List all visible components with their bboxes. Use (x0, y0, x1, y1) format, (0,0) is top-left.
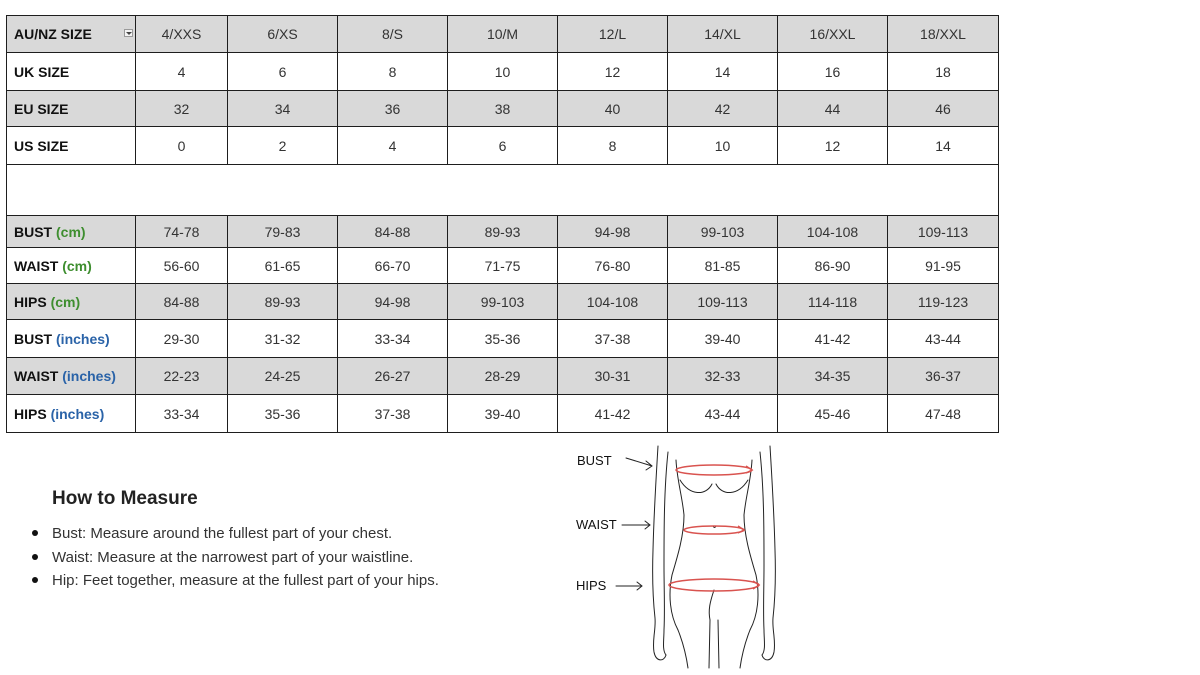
table-cell: 84-88 (136, 284, 228, 320)
table-cell: 12 (778, 127, 888, 165)
table-cell: 32 (136, 91, 228, 127)
table-cell: 45-46 (778, 395, 888, 433)
measure-label: WAIST (14, 368, 59, 384)
size-header-cell: 12/L (558, 16, 668, 53)
table-cell: 41-42 (558, 395, 668, 433)
table-cell: 84-88 (338, 216, 448, 248)
unit-label: (inches) (56, 330, 110, 347)
table-cell: 14 (888, 127, 999, 165)
filter-dropdown-icon[interactable] (124, 29, 133, 37)
table-cell: 94-98 (338, 284, 448, 320)
table-cell: 36-37 (888, 358, 999, 395)
size-header-cell: 6/XS (228, 16, 338, 53)
hips-arrow-icon (616, 582, 642, 590)
waist-cm-row (7, 248, 999, 284)
measure-label: HIPS (14, 293, 47, 310)
waist-arrow-icon (622, 521, 650, 529)
table-cell: 4 (338, 127, 448, 165)
table-cell: 14 (668, 53, 778, 91)
table-cell: 104-108 (558, 284, 668, 320)
table-cell: 89-93 (228, 284, 338, 320)
table-cell: 35-36 (228, 395, 338, 433)
table-cell: 26-27 (338, 358, 448, 395)
table-cell: 104-108 (778, 216, 888, 248)
table-cell: 66-70 (338, 248, 448, 284)
table-cell: 109-113 (888, 216, 999, 248)
table-cell: 33-34 (136, 395, 228, 433)
table-cell: 89-93 (448, 216, 558, 248)
row-label (7, 216, 136, 248)
table-cell: 94-98 (558, 216, 668, 248)
row-label (7, 358, 136, 395)
table-cell: 43-44 (668, 395, 778, 433)
table-cell: 2 (228, 127, 338, 165)
bust-label: BUST (577, 453, 612, 468)
table-cell: 86-90 (778, 248, 888, 284)
unit-label: (cm) (56, 223, 86, 240)
table-cell: 29-30 (136, 320, 228, 358)
bust-inches-row (7, 320, 999, 358)
row-label: UK SIZE (7, 53, 136, 91)
table-cell: 43-44 (888, 320, 999, 358)
table-cell: 36 (338, 91, 448, 127)
measure-label: WAIST (14, 257, 59, 274)
table-cell: 32-33 (668, 358, 778, 395)
size-header-cell: 8/S (338, 16, 448, 53)
table-cell: 41-42 (778, 320, 888, 358)
table-cell: 34 (228, 91, 338, 127)
table-cell: 39-40 (448, 395, 558, 433)
table-cell: 37-38 (338, 395, 448, 433)
au-nz-size-header[interactable] (7, 16, 136, 53)
unit-label: (inches) (50, 405, 105, 422)
waist-inches-row (7, 358, 999, 395)
row-label (7, 248, 136, 284)
table-cell: 37-38 (558, 320, 668, 358)
unit-label: (cm) (62, 257, 92, 274)
list-item: Waist: Measure at the narrowest part of your waistline. (30, 548, 439, 572)
size-chart-table (6, 15, 999, 433)
row-label (7, 320, 136, 358)
table-cell: 4 (136, 53, 228, 91)
au-nz-size-row (7, 16, 999, 53)
table-cell: 81-85 (668, 248, 778, 284)
eu-size-row (7, 91, 999, 127)
waist-label: WAIST (576, 517, 617, 532)
hips-inches-row (7, 395, 999, 433)
size-header-cell: 4/XXS (136, 16, 228, 53)
uk-size-row (7, 53, 999, 91)
table-cell: 109-113 (668, 284, 778, 320)
table-cell: 71-75 (448, 248, 558, 284)
table-cell: 39-40 (668, 320, 778, 358)
list-item: Bust: Measure around the fullest part of your chest. (30, 524, 439, 548)
unit-label: (cm) (50, 293, 81, 310)
size-header-cell: 16/XXL (778, 16, 888, 53)
table-cell: 99-103 (668, 216, 778, 248)
size-header-cell: 10/M (448, 16, 558, 53)
table-cell: 46 (888, 91, 999, 127)
size-header-cell: 18/XXL (888, 16, 999, 53)
table-cell: 38 (448, 91, 558, 127)
table-cell: 56-60 (136, 248, 228, 284)
row-label (7, 284, 136, 320)
table-cell: 16 (778, 53, 888, 91)
hips-cm-row (7, 284, 999, 320)
unit-label: (inches) (62, 368, 116, 384)
row-label: US SIZE (7, 127, 136, 165)
table-cell: 8 (558, 127, 668, 165)
row-label: EU SIZE (7, 91, 136, 127)
table-cell: 31-32 (228, 320, 338, 358)
table-cell: 76-80 (558, 248, 668, 284)
bust-arrow-icon (626, 458, 652, 470)
table-cell: 99-103 (448, 284, 558, 320)
us-size-row (7, 127, 999, 165)
table-cell: 35-36 (448, 320, 558, 358)
row-label (7, 395, 136, 433)
table-cell: 18 (888, 53, 999, 91)
table-cell: 40 (558, 91, 668, 127)
table-cell: 33-34 (338, 320, 448, 358)
table-cell: 0 (136, 127, 228, 165)
table-cell: 10 (448, 53, 558, 91)
table-cell: 12 (558, 53, 668, 91)
body-measurement-figure (560, 440, 820, 670)
how-to-measure-title: How to Measure (52, 488, 198, 509)
table-cell: 47-48 (888, 395, 999, 433)
table-cell: 10 (668, 127, 778, 165)
table-cell: 6 (228, 53, 338, 91)
spacer-row (7, 165, 999, 216)
au-nz-size-label: AU/NZ SIZE (14, 26, 92, 42)
bust-cm-row (7, 216, 999, 248)
list-item: Hip: Feet together, measure at the fullest part of your hips. (30, 571, 439, 595)
table-cell: 24-25 (228, 358, 338, 395)
spacer-cell (7, 165, 999, 216)
table-cell: 119-123 (888, 284, 999, 320)
size-header-cell: 14/XL (668, 16, 778, 53)
table-cell: 34-35 (778, 358, 888, 395)
measure-tips-list (30, 524, 439, 595)
table-cell: 6 (448, 127, 558, 165)
measure-label: HIPS (14, 405, 47, 422)
table-cell: 74-78 (136, 216, 228, 248)
table-cell: 30-31 (558, 358, 668, 395)
measure-label: BUST (14, 330, 53, 347)
hips-label: HIPS (576, 578, 607, 593)
bust-measure-line (676, 465, 752, 475)
table-cell: 8 (338, 53, 448, 91)
table-cell: 42 (668, 91, 778, 127)
hips-measure-line (669, 579, 759, 591)
table-cell: 28-29 (448, 358, 558, 395)
table-cell: 91-95 (888, 248, 999, 284)
table-cell: 22-23 (136, 358, 228, 395)
table-cell: 44 (778, 91, 888, 127)
measure-label: BUST (14, 223, 53, 240)
body-outline-illustration (560, 440, 820, 670)
table-cell: 114-118 (778, 284, 888, 320)
table-cell: 79-83 (228, 216, 338, 248)
table-cell: 61-65 (228, 248, 338, 284)
